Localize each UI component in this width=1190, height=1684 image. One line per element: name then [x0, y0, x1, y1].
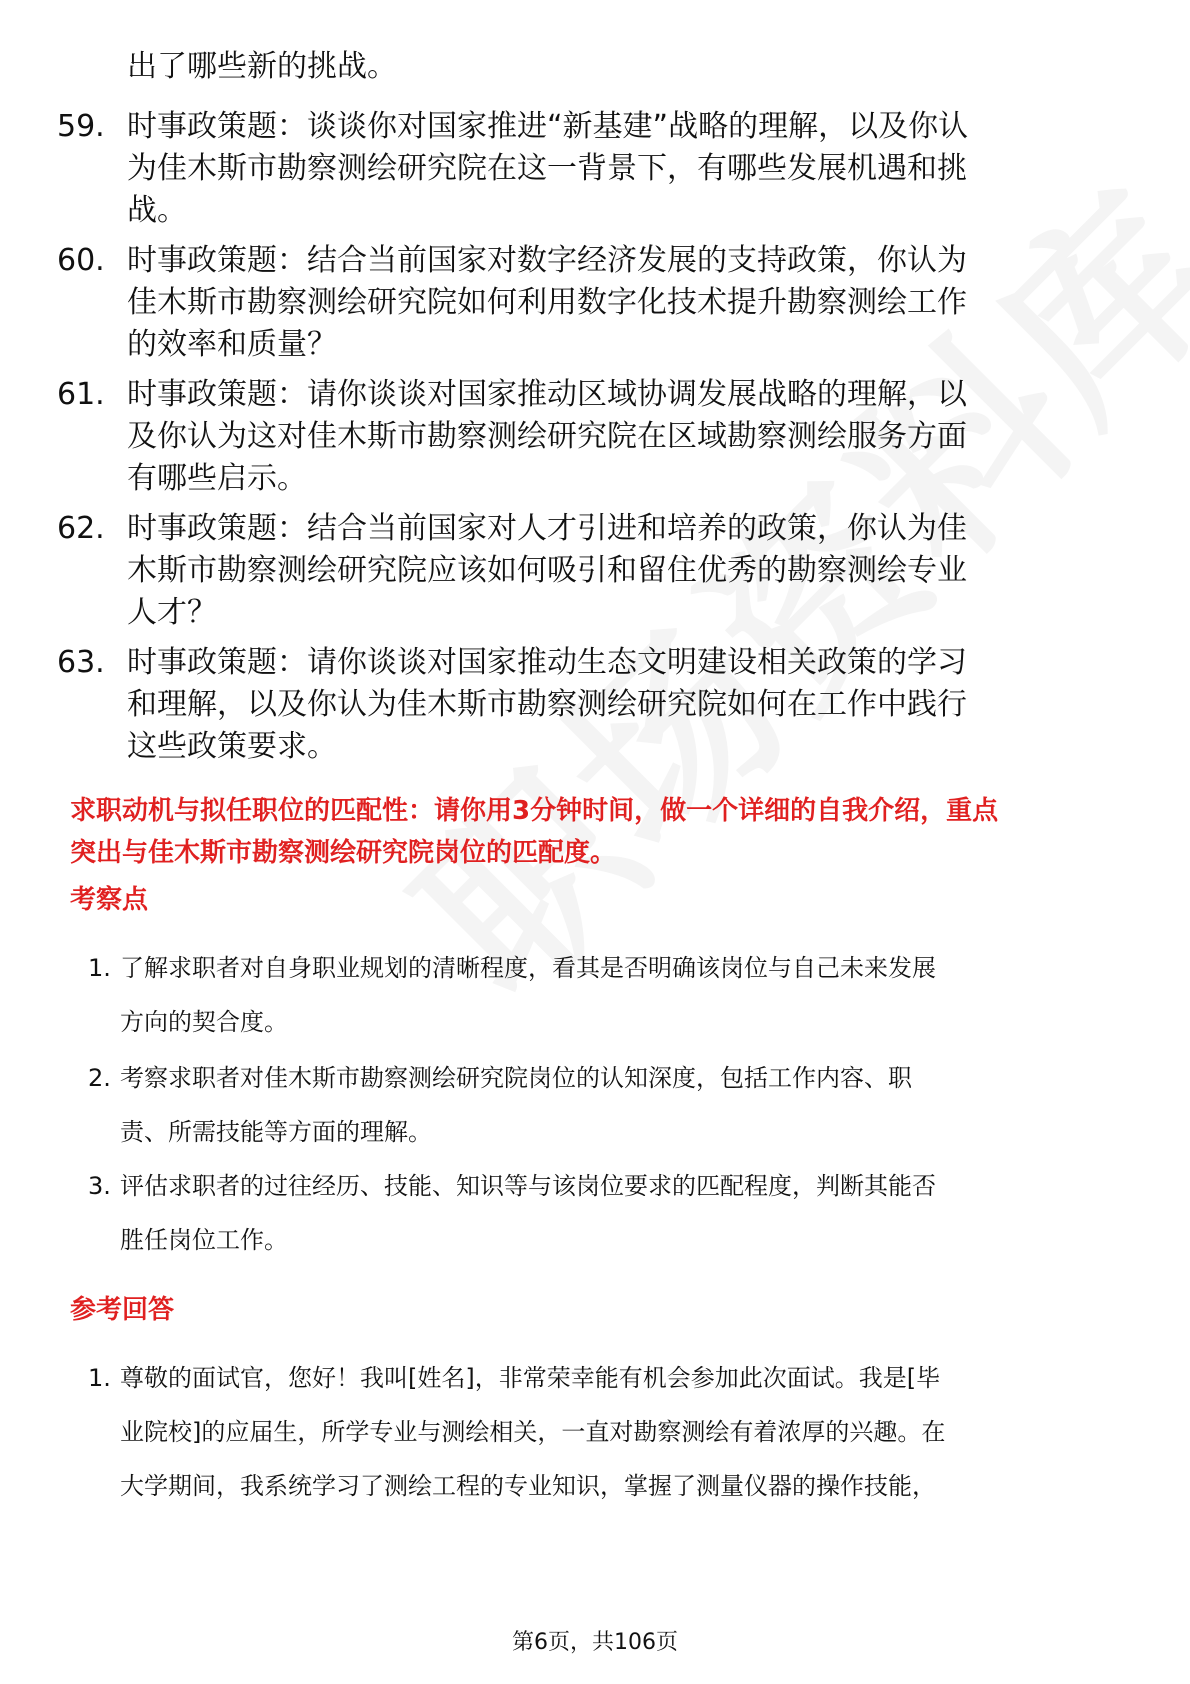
- point-line: 责、所需技能等方面的理解。: [120, 1118, 432, 1146]
- question-item-60: [57, 240, 1117, 366]
- point-line: 了解求职者对自身职业规划的清晰程度，看其是否明确该岗位与自己未来发展: [120, 954, 936, 982]
- question-line: 木斯市勘察测绘研究院应该如何吸引和留住优秀的勘察测绘专业: [127, 553, 967, 588]
- question-line: 这些政策要求。: [127, 729, 337, 764]
- answer-number: 1.: [88, 1364, 111, 1392]
- question-line: 时事政策题：请你谈谈对国家推动区域协调发展战略的理解，以: [127, 377, 967, 412]
- question-line: 佳木斯市勘察测绘研究院如何利用数字化技术提升勘察测绘工作: [127, 285, 967, 320]
- question-line: 战。: [127, 193, 187, 228]
- point-line: 考察求职者对佳木斯市勘察测绘研究院岗位的认知深度，包括工作内容、职: [120, 1064, 912, 1092]
- question-line: 时事政策题：结合当前国家对数字经济发展的支持政策，你认为: [127, 243, 967, 278]
- intro-tail-text: 出了哪些新的挑战。: [127, 49, 397, 84]
- answer-line: 尊敬的面试官，您好！我叫[姓名]，非常荣幸能有机会参加此次面试。我是[毕: [120, 1364, 941, 1392]
- question-line: 和理解，以及你认为佳木斯市勘察测绘研究院如何在工作中践行: [127, 687, 967, 722]
- question-number: 63.: [57, 645, 105, 680]
- question-line: 人才？: [127, 595, 217, 630]
- answer-line: 业院校]的应届生，所学专业与测绘相关，一直对勘察测绘有着浓厚的兴趣。在: [120, 1418, 946, 1446]
- point-number: 2.: [88, 1064, 111, 1092]
- point-line: 方向的契合度。: [120, 1008, 288, 1036]
- prompt-line: 求职动机与拟任职位的匹配性：请你用3分钟时间，做一个详细的自我介绍，重点: [70, 796, 999, 826]
- question-item-63: [57, 642, 1117, 768]
- point-line: 胜任岗位工作。: [120, 1226, 288, 1254]
- point-number: 1.: [88, 954, 111, 982]
- point-number: 3.: [88, 1172, 111, 1200]
- question-line: 有哪些启示。: [127, 461, 307, 496]
- question-line: 为佳木斯市勘察测绘研究院在这一背景下，有哪些发展机遇和挑: [127, 151, 967, 186]
- question-line: 时事政策题：请你谈谈对国家推动生态文明建设相关政策的学习: [127, 645, 967, 680]
- question-number: 61.: [57, 377, 105, 412]
- question-line: 时事政策题：结合当前国家对人才引进和培养的政策，你认为佳: [127, 511, 967, 546]
- question-line: 的效率和质量？: [127, 327, 337, 362]
- section-heading-answer: 参考回答: [70, 1295, 175, 1325]
- question-number: 59.: [57, 109, 105, 144]
- question-item-62: [57, 508, 1117, 634]
- answer-line: 大学期间，我系统学习了测绘工程的专业知识，掌握了测量仪器的操作技能，: [120, 1472, 936, 1500]
- prompt-line: 突出与佳木斯市勘察测绘研究院岗位的匹配度。: [70, 838, 617, 868]
- section-heading-points: 考察点: [70, 885, 149, 915]
- question-number: 60.: [57, 243, 105, 278]
- question-item-61: [57, 374, 1117, 500]
- page-footer: 第6页，共106页: [512, 1630, 678, 1655]
- question-line: 及你认为这对佳木斯市勘察测绘研究院在区域勘察测绘服务方面: [127, 419, 967, 454]
- question-number: 62.: [57, 511, 105, 546]
- question-item-59: [57, 106, 1117, 232]
- question-line: 时事政策题：谈谈你对国家推进“新基建”战略的理解，以及你认: [127, 109, 969, 144]
- point-line: 评估求职者的过往经历、技能、知识等与该岗位要求的匹配程度，判断其能否: [120, 1172, 936, 1200]
